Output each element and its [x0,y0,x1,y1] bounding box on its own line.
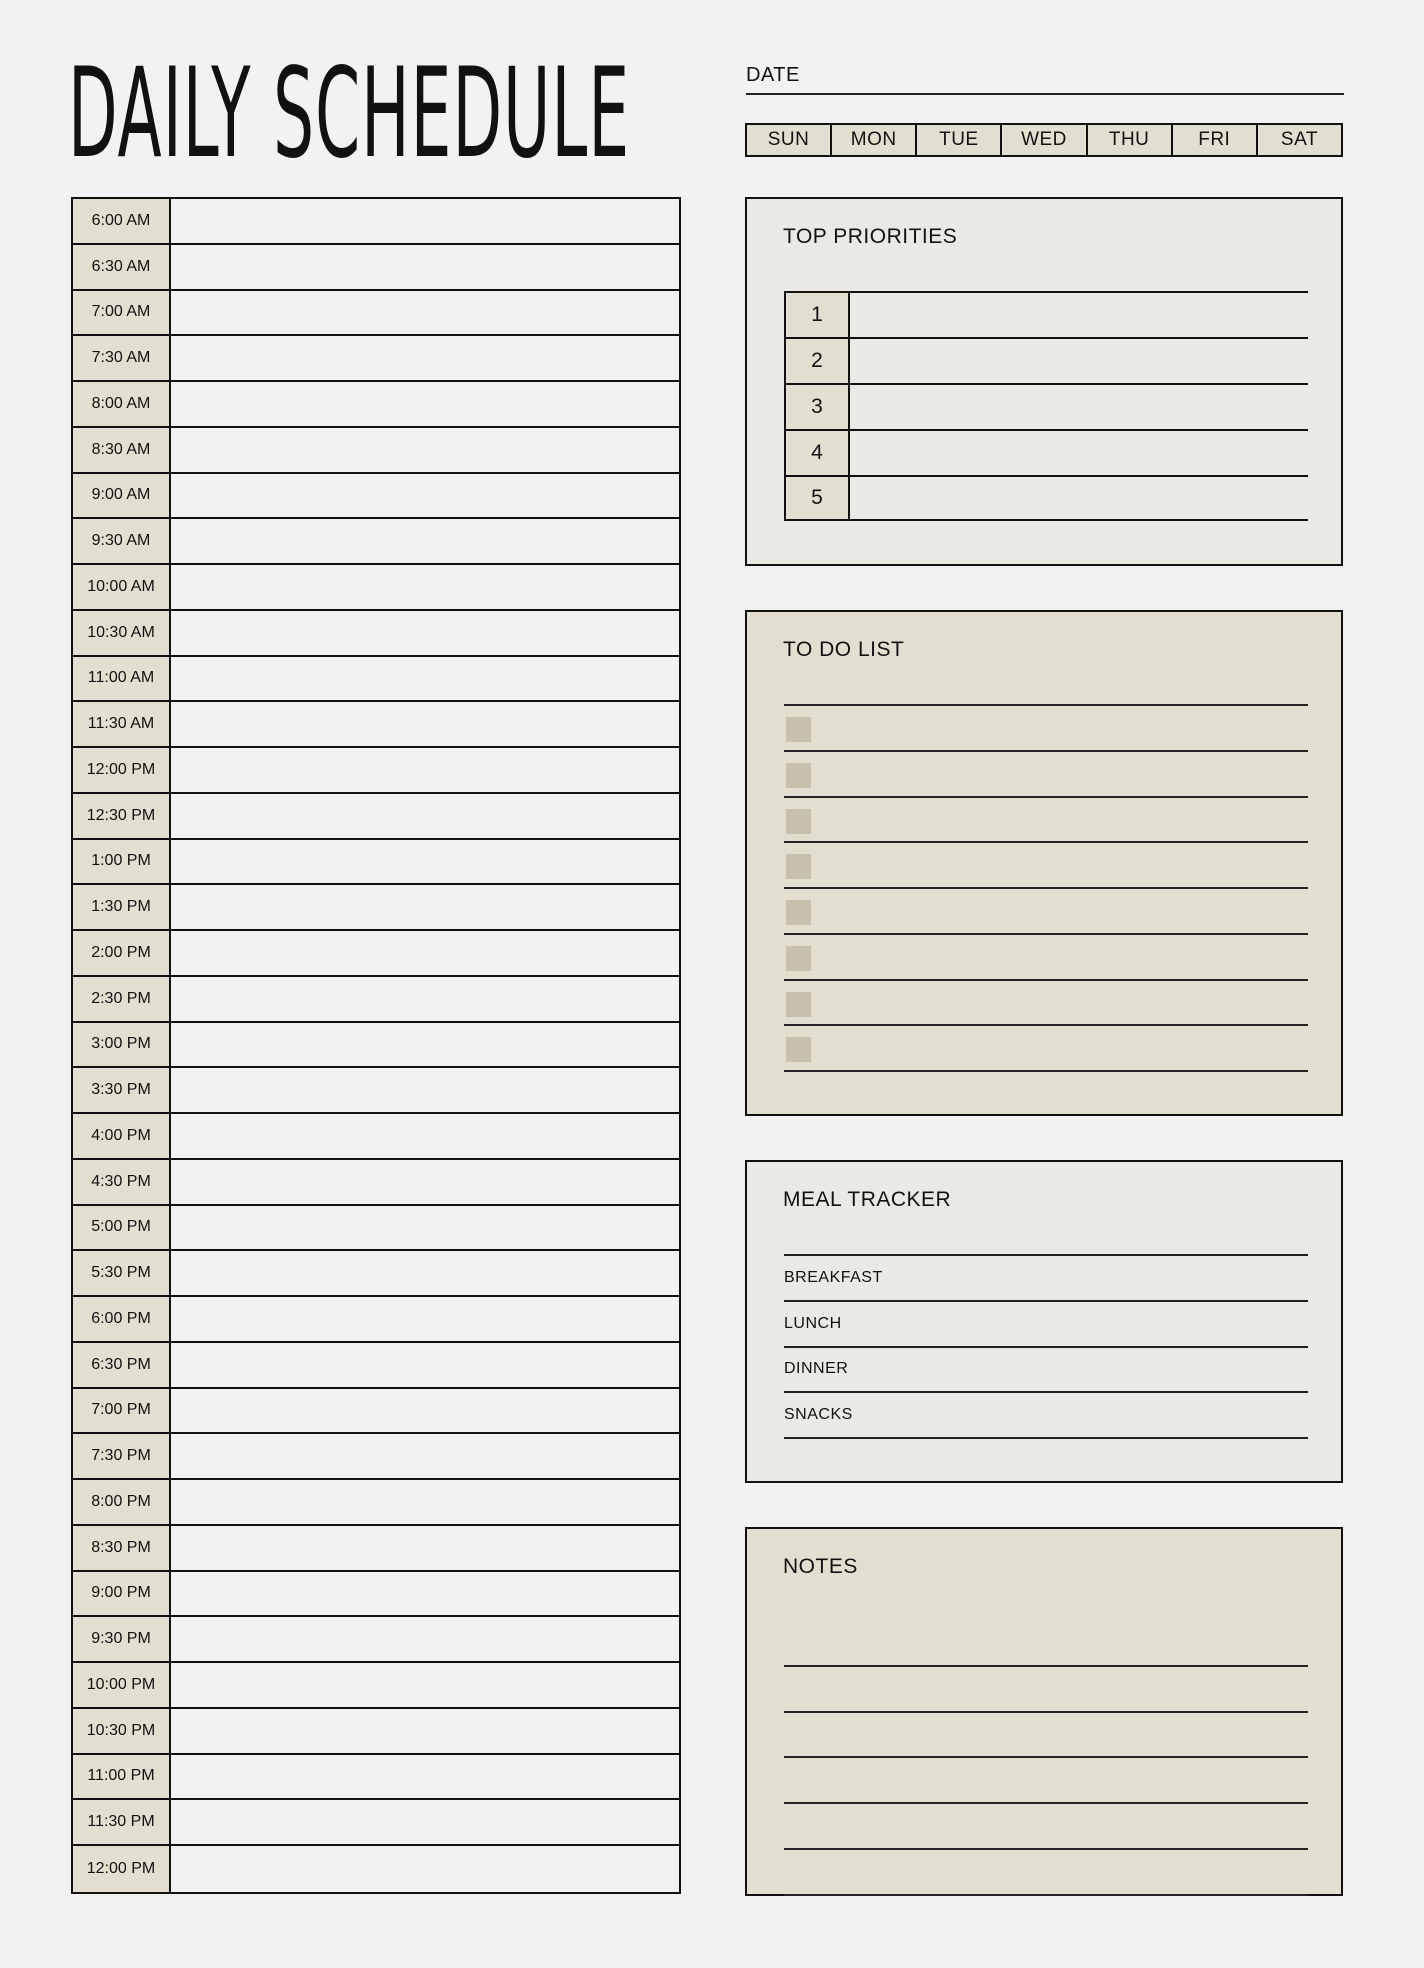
schedule-slot[interactable] [171,1297,679,1341]
schedule-slot[interactable] [171,199,679,243]
schedule-row [73,1663,679,1709]
schedule-slot[interactable] [171,657,679,701]
page-title: DAILY SCHEDULE [68,42,631,186]
time-label: 7:30 AM [73,336,171,380]
time-label: 2:00 PM [73,931,171,975]
day-sun[interactable]: SUN [747,125,832,155]
schedule-slot[interactable] [171,1206,679,1250]
day-sat[interactable]: SAT [1280,129,1318,150]
time-label: 4:30 PM [73,1160,171,1204]
schedule-row [73,336,679,382]
time-label: 8:30 PM [73,1526,171,1570]
time-label: 3:00 PM [73,1023,171,1067]
time-label: 8:00 PM [73,1480,171,1524]
schedule-slot[interactable] [171,611,679,655]
time-label: 11:30 PM [73,1800,171,1844]
schedule-slot[interactable] [171,840,679,884]
time-label: 7:00 PM [73,1389,171,1433]
schedule-slot[interactable] [171,1389,679,1433]
time-label: 7:00 AM [73,291,171,335]
day-selector [745,123,1343,157]
todo-panel [745,610,1343,1116]
checkbox[interactable] [786,900,811,925]
meal-list [784,1254,1308,1439]
time-label: 3:30 PM [73,1068,171,1112]
schedule-slot[interactable] [171,428,679,472]
time-label: 11:30 AM [73,702,171,746]
schedule-row [73,1206,679,1252]
schedule-row [73,977,679,1023]
time-label: 11:00 PM [73,1755,171,1799]
note-line[interactable] [784,1713,1308,1759]
schedule-row [73,1755,679,1801]
schedule-row [73,1343,679,1389]
day-fri[interactable]: FRI [1173,125,1258,155]
meal-row-snacks[interactable]: SNACKS [784,1393,1308,1439]
schedule-slot[interactable] [171,565,679,609]
day-tue[interactable]: TUE [917,125,1002,155]
time-label: 9:00 AM [73,474,171,518]
day-mon[interactable]: MON [832,125,917,155]
priority-row [784,429,1308,475]
priority-row [784,337,1308,383]
schedule-table [71,197,681,1894]
time-label: 10:30 PM [73,1709,171,1753]
time-label: 6:00 PM [73,1297,171,1341]
meal-tracker-title: MEAL TRACKER [783,1188,952,1211]
date-label: DATE [746,64,800,86]
schedule-row [73,291,679,337]
time-label: 8:00 AM [73,382,171,426]
schedule-slot[interactable] [171,1663,679,1707]
notes-lines [784,1621,1308,1896]
todo-item[interactable] [784,752,1308,798]
schedule-slot[interactable] [171,1846,679,1892]
checkbox[interactable] [786,854,811,879]
schedule-row [73,885,679,931]
priority-row [784,383,1308,429]
priority-number: 4 [784,431,850,475]
day-thu[interactable]: THU [1088,125,1173,155]
todo-list [784,704,1308,1072]
schedule-row [73,840,679,886]
time-label: 7:30 PM [73,1434,171,1478]
priority-row [784,291,1308,337]
schedule-slot[interactable] [171,336,679,380]
notes-title: NOTES [783,1555,858,1578]
time-label: 9:30 PM [73,1617,171,1661]
time-label: 10:30 AM [73,611,171,655]
schedule-slot[interactable] [171,977,679,1021]
note-line[interactable] [784,1850,1308,1896]
priority-field[interactable] [850,293,1308,337]
time-label: 9:00 PM [73,1572,171,1616]
priority-number: 2 [784,339,850,383]
schedule-row [73,1251,679,1297]
note-line[interactable] [784,1804,1308,1850]
schedule-row [73,1800,679,1846]
schedule-slot[interactable] [171,748,679,792]
schedule-row [73,1572,679,1618]
todo-item[interactable] [784,981,1308,1027]
schedule-row [73,428,679,474]
todo-item[interactable] [784,798,1308,844]
schedule-row [73,611,679,657]
date-input-line[interactable] [746,93,1344,95]
schedule-row [73,1617,679,1663]
schedule-slot[interactable] [171,1526,679,1570]
todo-item[interactable] [784,1026,1308,1072]
schedule-row [73,565,679,611]
time-label: 12:00 PM [73,1846,171,1892]
schedule-row [73,931,679,977]
schedule-row [73,1709,679,1755]
priority-field[interactable] [850,339,1308,383]
time-label: 4:00 PM [73,1114,171,1158]
schedule-slot[interactable] [171,702,679,746]
schedule-slot[interactable] [171,291,679,335]
meal-row-breakfast[interactable]: BREAKFAST [784,1256,1308,1302]
note-line[interactable] [784,1667,1308,1713]
schedule-slot[interactable] [171,245,679,289]
schedule-row [73,1480,679,1526]
schedule-row [73,657,679,703]
priority-field[interactable] [850,477,1308,519]
schedule-row [73,1526,679,1572]
time-label: 8:30 AM [73,428,171,472]
top-priorities-title: TOP PRIORITIES [783,225,958,248]
time-label: 5:00 PM [73,1206,171,1250]
priority-number: 5 [784,477,850,519]
checkbox[interactable] [786,763,811,788]
time-label: 5:30 PM [73,1251,171,1295]
schedule-row [73,748,679,794]
checkbox[interactable] [786,809,811,834]
todo-item[interactable] [784,706,1308,752]
priority-number: 3 [784,385,850,429]
priority-number: 1 [784,293,850,337]
time-label: 10:00 PM [73,1663,171,1707]
checkbox[interactable] [786,992,811,1017]
schedule-slot[interactable] [171,382,679,426]
schedule-slot[interactable] [171,1434,679,1478]
time-label: 10:00 AM [73,565,171,609]
schedule-row [73,794,679,840]
time-label: 2:30 PM [73,977,171,1021]
schedule-row [73,1846,679,1892]
schedule-slot[interactable] [171,1709,679,1753]
time-label: 9:30 AM [73,519,171,563]
schedule-slot[interactable] [171,1160,679,1204]
schedule-slot[interactable] [171,1755,679,1799]
schedule-slot[interactable] [171,1068,679,1112]
schedule-row [73,1068,679,1114]
todo-item[interactable] [784,935,1308,981]
schedule-slot[interactable] [171,1343,679,1387]
note-line[interactable] [784,1621,1308,1667]
notes-panel [745,1527,1343,1896]
schedule-row [73,1160,679,1206]
schedule-row [73,199,679,245]
top-priorities-panel [745,197,1343,566]
time-label: 6:30 AM [73,245,171,289]
schedule-row [73,1023,679,1069]
todo-title: TO DO LIST [783,638,905,661]
time-label: 1:30 PM [73,885,171,929]
todo-item[interactable] [784,889,1308,935]
priority-field[interactable] [850,431,1308,475]
note-line[interactable] [784,1758,1308,1804]
schedule-slot[interactable] [171,1480,679,1524]
schedule-row [73,1389,679,1435]
meal-tracker-panel [745,1160,1343,1483]
schedule-slot[interactable] [171,885,679,929]
schedule-slot[interactable] [171,931,679,975]
time-label: 1:00 PM [73,840,171,884]
schedule-row [73,1297,679,1343]
time-label: 6:00 AM [73,199,171,243]
schedule-slot[interactable] [171,1800,679,1844]
schedule-row [73,382,679,428]
schedule-row [73,245,679,291]
schedule-slot[interactable] [171,519,679,563]
time-label: 12:00 PM [73,748,171,792]
schedule-slot[interactable] [171,474,679,518]
time-label: 12:30 PM [73,794,171,838]
priority-field[interactable] [850,385,1308,429]
meal-row-dinner[interactable]: DINNER [784,1348,1308,1394]
priority-row [784,475,1308,521]
time-label: 6:30 PM [73,1343,171,1387]
schedule-row [73,1114,679,1160]
schedule-slot[interactable] [171,1114,679,1158]
priorities-list [784,291,1308,521]
meal-row-lunch[interactable]: LUNCH [784,1302,1308,1348]
schedule-row [73,702,679,748]
schedule-slot[interactable] [171,1251,679,1295]
schedule-row [73,474,679,520]
checkbox[interactable] [786,1037,811,1062]
todo-item[interactable] [784,843,1308,889]
schedule-slot[interactable] [171,1617,679,1661]
schedule-row [73,1434,679,1480]
checkbox[interactable] [786,717,811,742]
checkbox[interactable] [786,946,811,971]
schedule-slot[interactable] [171,1572,679,1616]
schedule-row [73,519,679,565]
schedule-slot[interactable] [171,1023,679,1067]
schedule-slot[interactable] [171,794,679,838]
day-wed[interactable]: WED [1002,125,1087,155]
time-label: 11:00 AM [73,657,171,701]
